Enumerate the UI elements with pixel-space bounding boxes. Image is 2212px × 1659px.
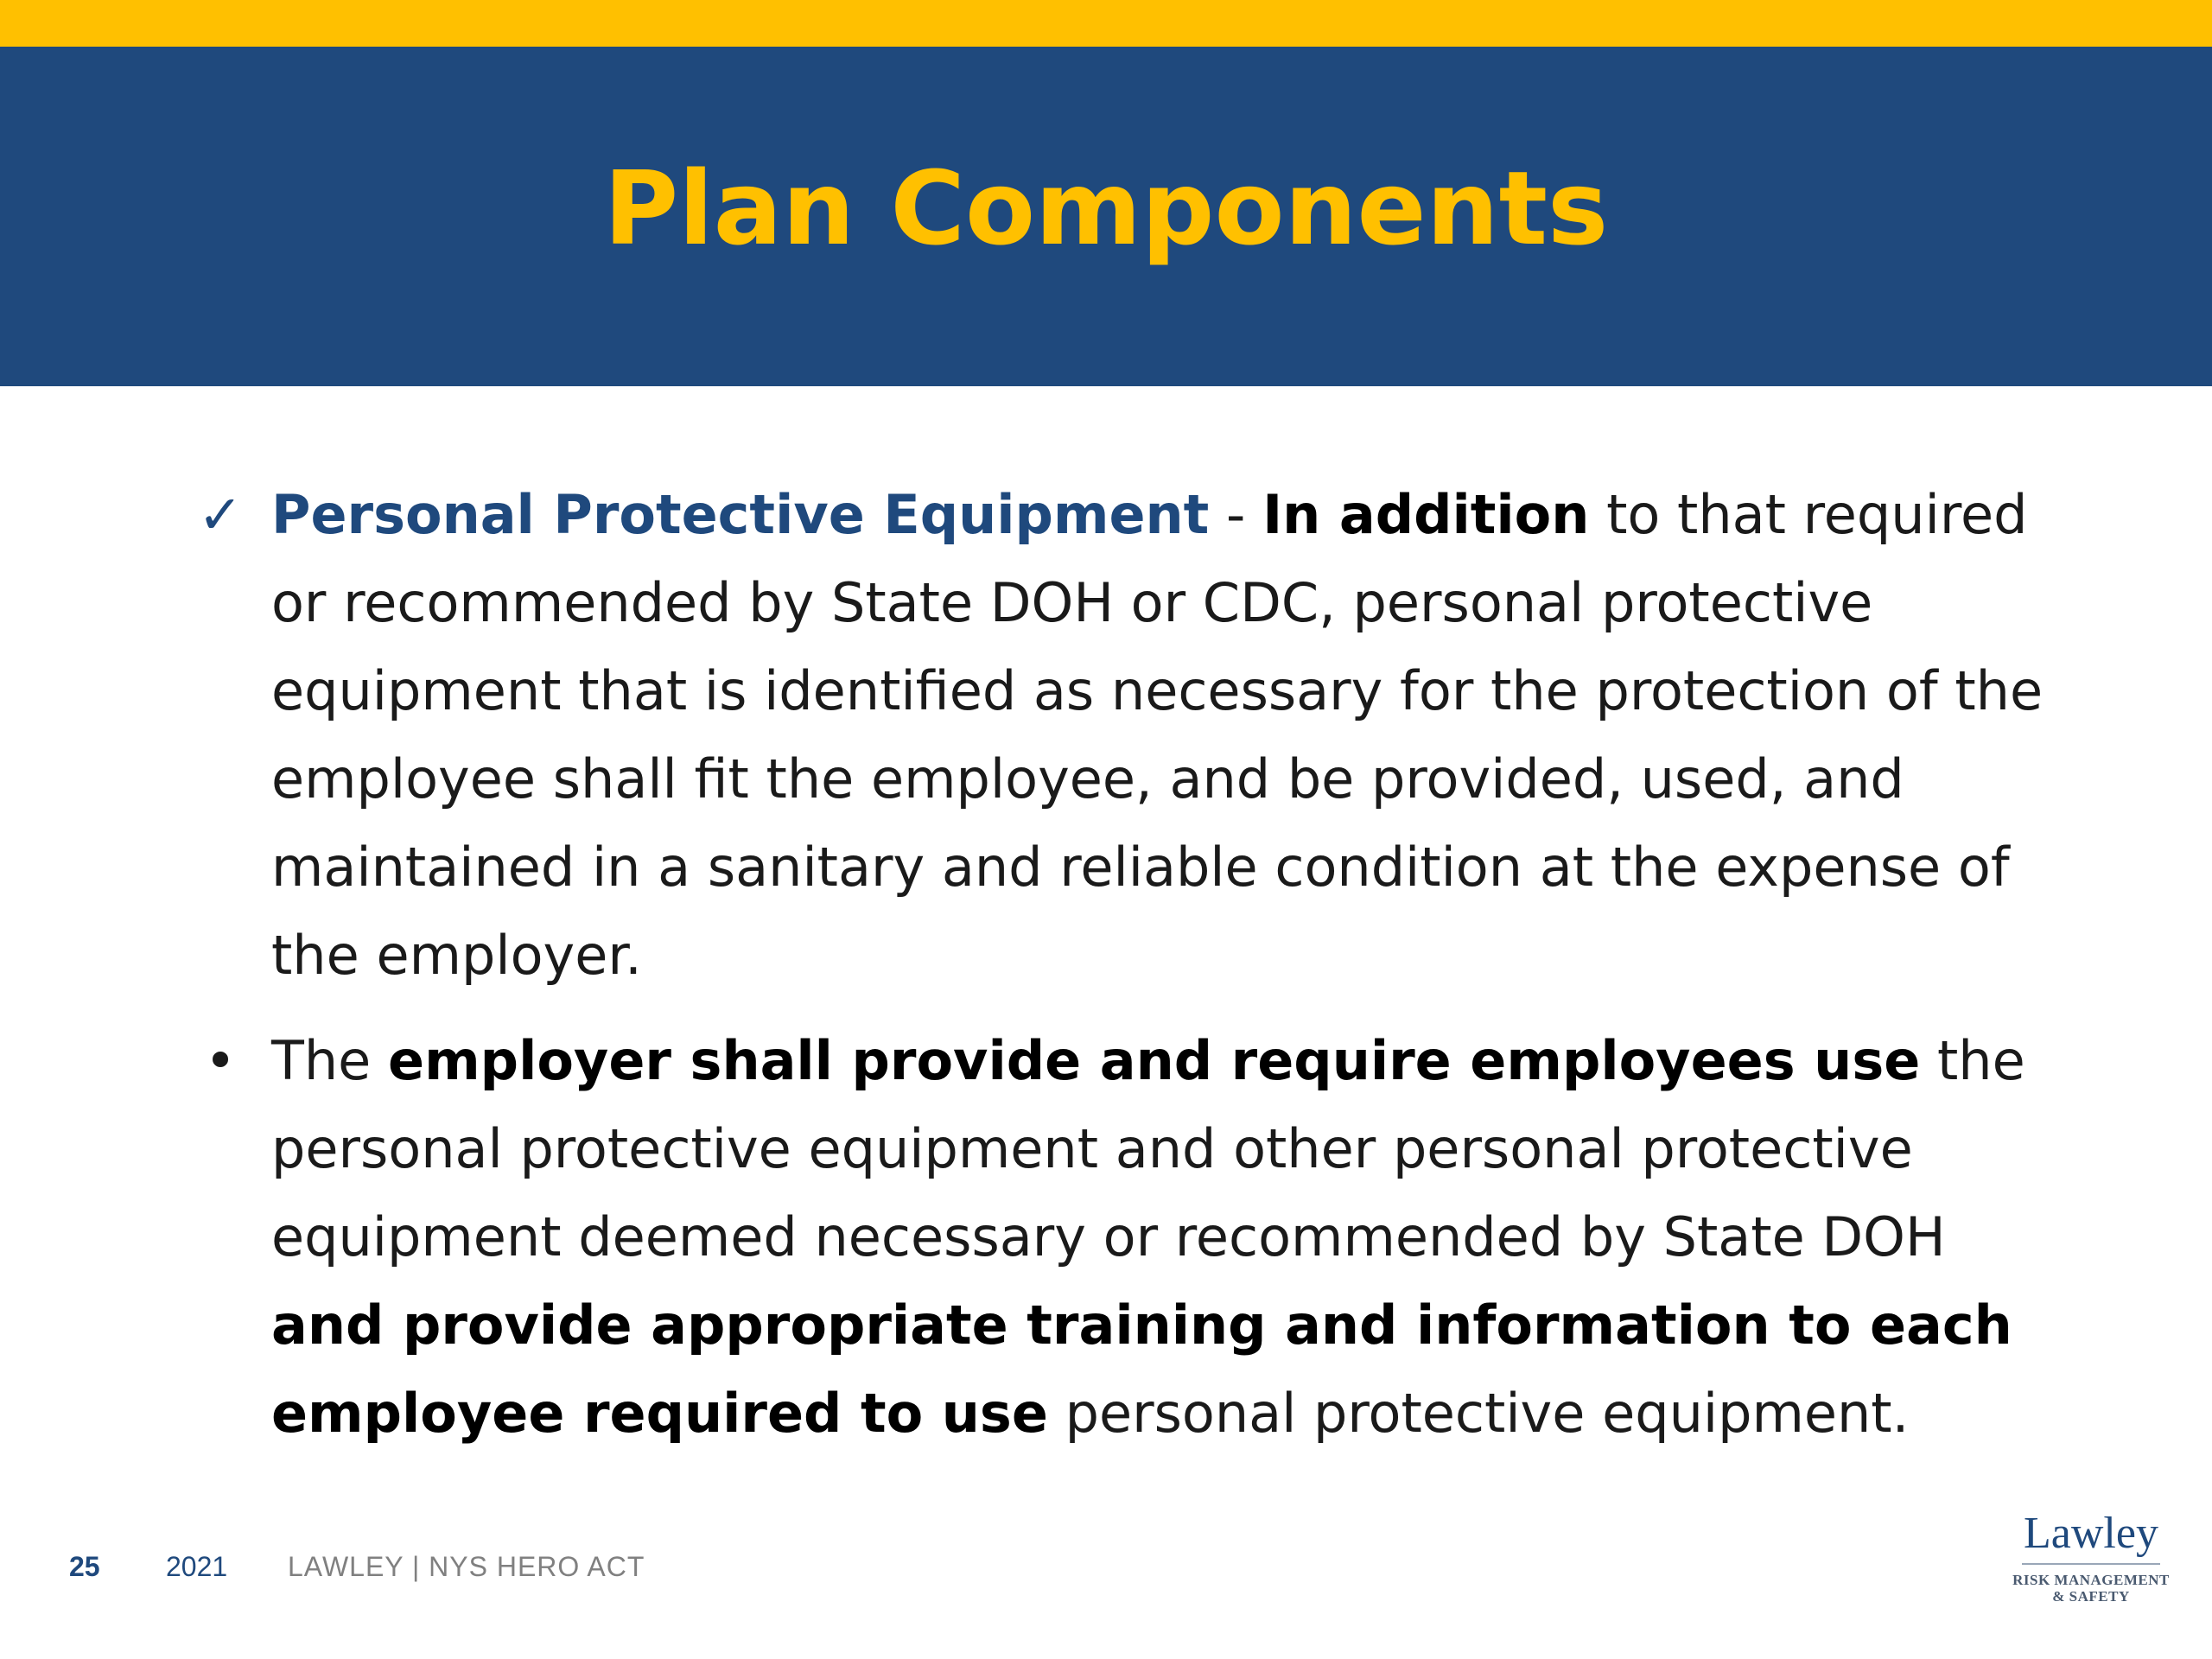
bullet-text: The xyxy=(271,1029,389,1092)
title-band xyxy=(0,47,2212,386)
bullet-separator: - xyxy=(1209,483,1263,546)
logo-divider xyxy=(2022,1563,2160,1565)
slide-body xyxy=(181,471,2065,1458)
bullet-text: the personal protective equipment and other personal protective equipment deemed necessary or recommended by State DOH xyxy=(271,1029,2025,1268)
bullet-heading: Personal Protective Equipment xyxy=(271,483,1210,546)
bullet-text: personal protective equipment. xyxy=(1047,1382,1910,1445)
checkmark-icon: ✓ xyxy=(198,483,243,546)
bullet-item-employer xyxy=(181,1017,2065,1458)
footer-org-text: LAWLEY | NYS HERO ACT xyxy=(288,1551,645,1582)
bold-phrase: employer shall provide and require employees use xyxy=(388,1029,1921,1092)
logo-subtitle-line1: RISK MANAGEMENT xyxy=(2012,1572,2170,1588)
bullet-item-ppe xyxy=(181,471,2065,1000)
bullet-text: to that required or recommended by State DOH or CDC, personal protective equipment that is identified as necessary for the protection of the employee shall fit the employee, and be provided, used, and maintained in a sanitary and reliable condition at the expense of the employer. xyxy=(271,483,2044,987)
bold-phrase: and provide appropriate training and information to each employee required to use xyxy=(271,1294,2012,1445)
page-number: 25 xyxy=(69,1551,100,1582)
accent-stripe xyxy=(0,0,2212,47)
slide-footer xyxy=(0,1551,2212,1594)
slide-title: Plan Components xyxy=(603,148,1609,268)
bullet-dot-icon: • xyxy=(204,1029,237,1092)
lawley-logo xyxy=(2005,1508,2177,1620)
bold-phrase: In addition xyxy=(1262,483,1590,546)
footer-year: 2021 xyxy=(166,1551,228,1582)
logo-subtitle-line2: & SAFETY xyxy=(2052,1588,2130,1605)
logo-wordmark: Lawley xyxy=(2024,1509,2158,1558)
